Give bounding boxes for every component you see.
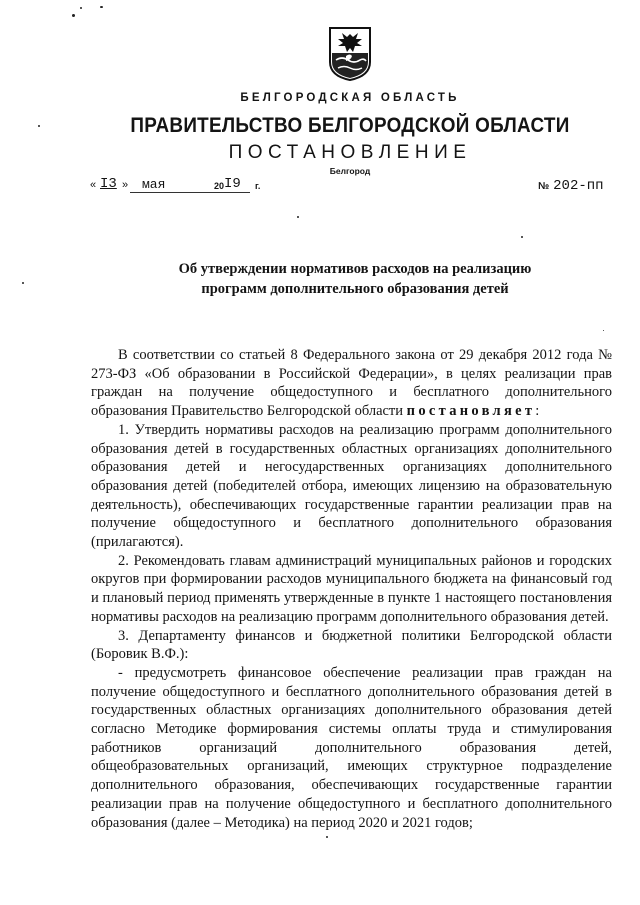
- document-body: [91, 346, 612, 832]
- paragraph-preamble: [91, 346, 612, 421]
- paragraph-item-3-sub: - предусмотреть финансовое обеспечение реализации прав граждан на получение общедоступного и бесплатного дополнительного образования детей в государственных областных организациях дополнительного образования детей согласно Методике формирования системы оплаты труда и стимулирования работников организаций дополнительного образования детей, общеобразовательных организаций, имеющих структурное подразделение дополнительного образования, обеспечивающих государственные гарантии реализации прав на получение общедоступного и бесплатного дополнительного образования (далее – Методика) на период 2020 и 2021 годов;: [91, 664, 612, 831]
- coat-of-arms-emblem: [328, 26, 372, 82]
- paragraph-item-2: 2. Рекомендовать главам администраций муниципальных районов и городских округов при формировании расходов муниципального бюджета на финансовый год и плановый период применять утвержденные в пункте 1 настоящего постановления нормативы расходов на реализацию программ дополнительного образования детей.: [91, 552, 612, 625]
- document-title: [0, 259, 640, 299]
- city-name: Белгород: [329, 166, 371, 176]
- document-number: [538, 176, 604, 194]
- government-name: ПРАВИТЕЛЬСТВО БЕЛГОРОДСКОЙ ОБЛАСТИ: [130, 114, 570, 137]
- date-month: мая: [142, 177, 166, 192]
- paragraph-item-1: 1. Утвердить нормативы расходов на реализацию программ дополнительного образования детей в государственных областных организациях дополнительного образования детей и негосударственных организациях дополнительного образования детей (победителей отбора, имеющих лицензию на образовательную деятельность), обеспечивающих государственные гарантии реализации прав на получение общедоступного и бесплатного дополнительного образования (прилагаются).: [91, 421, 612, 551]
- title-line-2: программ дополнительного образования детей: [201, 281, 509, 297]
- date-year-suffix: I9: [224, 176, 241, 192]
- date-day: I3: [100, 176, 117, 192]
- number-label: №: [538, 181, 550, 192]
- preamble-emphasis: постановляет: [406, 403, 536, 420]
- preamble-end: :: [535, 403, 540, 420]
- number-value: 202-пп: [553, 178, 604, 194]
- date-open-quote: «: [90, 179, 97, 191]
- date-year-unit: г.: [255, 181, 261, 191]
- date-underline: [130, 192, 250, 193]
- preamble-text: В соответствии со статьей 8 Федерального закона от 29 декабря 2012 года № 273-ФЗ «Об образовании в Российской Федерации», в целях реализации прав граждан на получение общедоступного и бесплатного дополнительного образования Правительство Белгородской области: [91, 347, 612, 420]
- paragraph-item-3: 3. Департаменту финансов и бюджетной политики Белгородской области (Боровик В.Ф.):: [91, 627, 612, 663]
- region-name: БЕЛГОРОДСКАЯ ОБЛАСТЬ: [240, 92, 460, 104]
- date-year-prefix: 20: [214, 181, 225, 191]
- document-type: ПОСТАНОВЛЕНИЕ: [228, 142, 472, 163]
- date-close-quote: »: [122, 179, 129, 191]
- title-line-1: Об утверждении нормативов расходов на реализацию: [178, 261, 532, 277]
